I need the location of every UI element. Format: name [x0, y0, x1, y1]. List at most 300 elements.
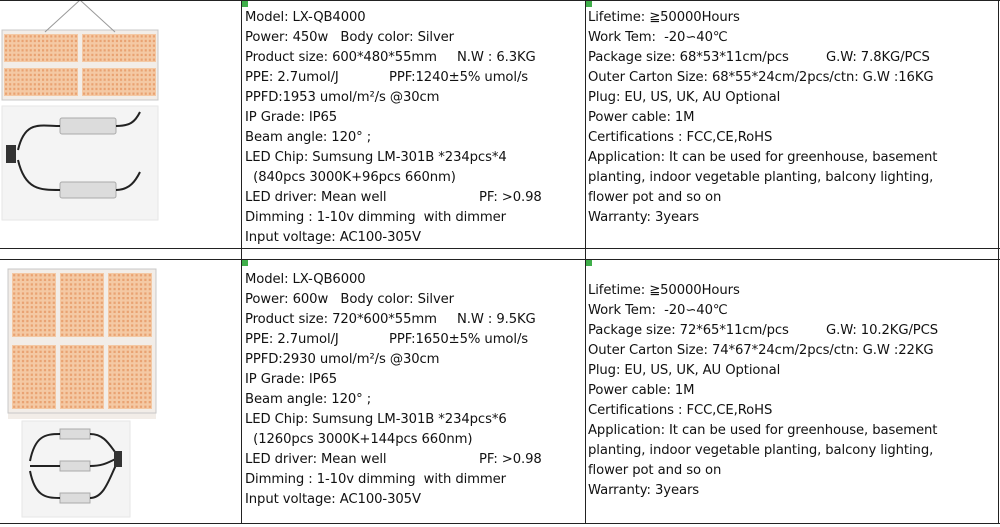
led-chip	[149, 274, 151, 276]
led-chip	[34, 35, 36, 37]
led-chip	[61, 324, 63, 326]
led-chip	[54, 45, 56, 47]
led-chip	[132, 93, 134, 95]
led-chip	[83, 346, 85, 348]
led-chip	[114, 329, 116, 331]
led-chip	[131, 302, 133, 304]
led-chip	[149, 302, 151, 304]
led-chip	[114, 334, 116, 336]
spec-text: PPFD:1953 umol/m²/s @30cm	[245, 90, 440, 105]
led-chip	[40, 360, 42, 362]
led-chip	[54, 79, 56, 81]
led-chip	[70, 306, 72, 308]
led-chip	[70, 369, 72, 371]
led-chip	[48, 288, 50, 290]
led-chip	[34, 49, 36, 51]
led-chip	[95, 74, 97, 76]
led-chip	[88, 329, 90, 331]
led-chip	[46, 83, 48, 85]
led-chip	[66, 306, 68, 308]
led-chip	[137, 35, 139, 37]
spec-value-right: G.W: 7.8KG/PCS	[826, 50, 930, 65]
led-chip	[116, 49, 118, 51]
led-chip	[50, 93, 52, 95]
led-chip	[124, 88, 126, 90]
led-chip	[88, 392, 90, 394]
led-chip	[83, 311, 85, 313]
led-chip	[118, 320, 120, 322]
led-chip	[13, 69, 15, 71]
led-chip	[22, 49, 24, 51]
led-chip	[101, 355, 103, 357]
led-chip	[83, 88, 85, 90]
led-chip	[83, 360, 85, 362]
led-chip	[13, 83, 15, 85]
led-chip	[34, 54, 36, 56]
led-chip	[124, 93, 126, 95]
led-chip	[92, 302, 94, 304]
led-chip	[112, 88, 114, 90]
led-chip	[17, 40, 19, 42]
led-chip	[61, 311, 63, 313]
led-chip	[61, 297, 63, 299]
led-chip	[153, 35, 155, 37]
cell-marker	[242, 260, 248, 266]
led-chip	[137, 45, 139, 47]
led-chip	[75, 69, 77, 71]
led-chip	[26, 88, 28, 90]
led-chip	[109, 374, 111, 376]
led-chip	[153, 40, 155, 42]
led-chip	[26, 392, 28, 394]
led-chip	[92, 311, 94, 313]
spec-line	[588, 28, 996, 48]
led-chip	[9, 49, 11, 51]
led-chip	[101, 364, 103, 366]
led-chip	[83, 274, 85, 276]
led-chip	[96, 351, 98, 353]
led-chip	[118, 346, 120, 348]
led-chip	[122, 351, 124, 353]
led-chip	[46, 69, 48, 71]
led-chip	[140, 274, 142, 276]
led-chip	[13, 45, 15, 47]
table-border	[0, 523, 1000, 524]
led-chip	[13, 329, 15, 331]
led-chip	[35, 383, 37, 385]
led-chip	[131, 279, 133, 281]
led-chip	[66, 364, 68, 366]
led-chip	[31, 406, 33, 408]
spec-text: Dimming : 1-10v dimming with dimmer	[245, 472, 506, 487]
led-chip	[22, 283, 24, 285]
led-chip	[26, 288, 28, 290]
led-chip	[114, 378, 116, 380]
led-chip	[74, 334, 76, 336]
led-chip	[109, 329, 111, 331]
led-chip	[22, 374, 24, 376]
led-chip	[88, 360, 90, 362]
led-chip	[22, 329, 24, 331]
led-chip	[136, 288, 138, 290]
led-chip	[48, 378, 50, 380]
led-chip	[91, 54, 93, 56]
led-chip	[48, 306, 50, 308]
led-chip	[40, 374, 42, 376]
led-chip	[79, 297, 81, 299]
led-chip	[114, 406, 116, 408]
led-chip	[116, 74, 118, 76]
led-chip	[109, 369, 111, 371]
led-chip	[40, 351, 42, 353]
led-chip	[137, 54, 139, 56]
led-chip	[145, 79, 147, 81]
led-chip	[44, 329, 46, 331]
led-chip	[38, 79, 40, 81]
led-chip	[149, 93, 151, 95]
led-chip	[100, 83, 102, 85]
led-chip	[22, 279, 24, 281]
led-chip	[92, 288, 94, 290]
table-border	[0, 259, 1000, 260]
led-chip	[122, 302, 124, 304]
led-chip	[83, 79, 85, 81]
led-chip	[30, 69, 32, 71]
led-chip	[13, 378, 15, 380]
led-chip	[35, 369, 37, 371]
led-chip	[118, 311, 120, 313]
led-chip	[83, 279, 85, 281]
led-chip	[53, 320, 55, 322]
led-chip	[61, 306, 63, 308]
led-chip	[9, 40, 11, 42]
led-chip	[104, 69, 106, 71]
led-chip	[149, 324, 151, 326]
led-chip	[120, 83, 122, 85]
led-chip	[22, 54, 24, 56]
led-chip	[153, 88, 155, 90]
led-chip	[137, 88, 139, 90]
led-chip	[67, 45, 69, 47]
led-chip	[44, 311, 46, 313]
spec-text: PPE: 2.7umol/J	[245, 70, 339, 85]
led-chip	[149, 351, 151, 353]
led-chip	[67, 49, 69, 51]
led-chip	[127, 401, 129, 403]
product-row	[0, 261, 1000, 527]
led-chip	[79, 274, 81, 276]
led-chip	[22, 274, 24, 276]
led-chip	[136, 306, 138, 308]
led-chip	[149, 306, 151, 308]
led-chip	[101, 311, 103, 313]
led-chip	[26, 383, 28, 385]
led-chip	[48, 383, 50, 385]
led-chip	[70, 320, 72, 322]
led-chip	[79, 392, 81, 394]
led-chip	[96, 360, 98, 362]
led-chip	[59, 69, 61, 71]
led-chip	[26, 320, 28, 322]
led-chip	[53, 396, 55, 398]
led-chip	[92, 360, 94, 362]
led-chip	[109, 396, 111, 398]
led-chip	[149, 79, 151, 81]
led-chip	[79, 401, 81, 403]
led-chip	[91, 45, 93, 47]
led-chip	[131, 396, 133, 398]
led-chip	[53, 329, 55, 331]
led-chip	[127, 369, 129, 371]
spec-text: Input voltage: AC100-305V	[245, 230, 421, 245]
led-chip	[122, 320, 124, 322]
led-chip	[101, 320, 103, 322]
led-chip	[92, 297, 94, 299]
led-chip	[132, 45, 134, 47]
led-chip	[13, 364, 15, 366]
led-chip	[131, 315, 133, 317]
led-chip	[31, 374, 33, 376]
led-chip	[26, 311, 28, 313]
led-chip	[79, 302, 81, 304]
led-chip	[13, 360, 15, 362]
led-chip	[50, 45, 52, 47]
led-chip	[35, 374, 37, 376]
led-chip	[18, 396, 20, 398]
led-chip	[120, 45, 122, 47]
led-chip	[75, 45, 77, 47]
led-chip	[17, 45, 19, 47]
led-board	[82, 68, 156, 96]
led-chip	[53, 383, 55, 385]
led-chip	[38, 40, 40, 42]
led-chip	[88, 396, 90, 398]
led-chip	[87, 35, 89, 37]
led-chip	[109, 378, 111, 380]
led-chip	[18, 315, 20, 317]
spec-text: Plug: EU, US, UK, AU Optional	[588, 90, 781, 105]
led-chip	[67, 35, 69, 37]
led-chip	[92, 406, 94, 408]
led-chip	[83, 292, 85, 294]
led-chip	[13, 74, 15, 76]
led-chip	[9, 93, 11, 95]
led-chip	[83, 59, 85, 61]
led-chip	[38, 74, 40, 76]
led-chip	[91, 93, 93, 95]
led-chip	[109, 297, 111, 299]
led-chip	[54, 35, 56, 37]
led-chip	[38, 93, 40, 95]
led-chip	[66, 387, 68, 389]
led-chip	[66, 288, 68, 290]
led-chip	[59, 79, 61, 81]
led-chip	[70, 392, 72, 394]
led-chip	[40, 369, 42, 371]
led-chip	[48, 302, 50, 304]
led-chip	[74, 360, 76, 362]
led-chip	[83, 320, 85, 322]
led-chip	[88, 315, 90, 317]
led-chip	[136, 334, 138, 336]
led-chip	[71, 74, 73, 76]
led-chip	[95, 40, 97, 42]
led-chip	[40, 274, 42, 276]
led-chip	[40, 320, 42, 322]
led-chip	[141, 40, 143, 42]
led-chip	[88, 302, 90, 304]
led-chip	[140, 334, 142, 336]
led-chip	[124, 74, 126, 76]
led-chip	[109, 315, 111, 317]
led-chip	[144, 320, 146, 322]
led-chip	[54, 49, 56, 51]
led-chip	[108, 74, 110, 76]
led-chip	[141, 88, 143, 90]
led-chip	[109, 283, 111, 285]
led-chip	[70, 274, 72, 276]
spec-line	[588, 168, 996, 188]
led-chip	[18, 274, 20, 276]
led-chip	[61, 360, 63, 362]
spec-line	[245, 490, 583, 510]
led-chip	[132, 88, 134, 90]
led-chip	[31, 378, 33, 380]
led-chip	[145, 54, 147, 56]
led-chip	[66, 315, 68, 317]
led-chip	[136, 346, 138, 348]
led-chip	[96, 324, 98, 326]
led-chip	[116, 79, 118, 81]
led-chip	[87, 69, 89, 71]
led-chip	[70, 406, 72, 408]
led-chip	[108, 88, 110, 90]
led-chip	[83, 54, 85, 56]
led-chip	[59, 74, 61, 76]
led-chip	[96, 387, 98, 389]
led-chip	[48, 311, 50, 313]
led-chip	[88, 324, 90, 326]
led-chip	[46, 49, 48, 51]
led-chip	[136, 396, 138, 398]
led-chip	[127, 374, 129, 376]
led-chip	[122, 360, 124, 362]
led-chip	[120, 74, 122, 76]
led-chip	[128, 35, 130, 37]
led-chip	[70, 346, 72, 348]
led-chip	[26, 396, 28, 398]
led-chip	[44, 401, 46, 403]
led-chip	[91, 49, 93, 51]
led-chip	[53, 374, 55, 376]
led-chip	[140, 279, 142, 281]
led-chip	[92, 320, 94, 322]
led-chip	[26, 364, 28, 366]
led-chip	[145, 40, 147, 42]
led-chip	[83, 401, 85, 403]
led-chip	[131, 392, 133, 394]
led-chip	[118, 324, 120, 326]
led-chip	[79, 279, 81, 281]
led-chip	[26, 406, 28, 408]
led-chip	[101, 329, 103, 331]
led-chip	[88, 288, 90, 290]
led-chip	[88, 369, 90, 371]
led-chip	[74, 355, 76, 357]
led-chip	[83, 49, 85, 51]
led-chip	[53, 324, 55, 326]
led-chip	[100, 49, 102, 51]
led-chip	[136, 378, 138, 380]
led-chip	[132, 40, 134, 42]
led-chip	[92, 396, 94, 398]
led-chip	[96, 334, 98, 336]
led-chip	[100, 69, 102, 71]
led-chip	[22, 297, 24, 299]
led-chip	[96, 292, 98, 294]
led-chip	[144, 274, 146, 276]
led-chip	[96, 406, 98, 408]
led-chip	[31, 297, 33, 299]
led-chip	[114, 369, 116, 371]
led-chip	[13, 297, 15, 299]
product-image-cell	[0, 261, 242, 527]
led-chip	[54, 59, 56, 61]
led-chip	[118, 360, 120, 362]
led-chip	[31, 387, 33, 389]
led-chip	[114, 283, 116, 285]
led-chip	[140, 302, 142, 304]
led-chip	[127, 274, 129, 276]
led-chip	[91, 35, 93, 37]
spec-line	[588, 441, 996, 461]
led-chip	[122, 364, 124, 366]
led-chip	[140, 306, 142, 308]
led-chip	[137, 83, 139, 85]
led-chip	[38, 59, 40, 61]
led-board	[12, 273, 56, 337]
led-chip	[122, 274, 124, 276]
led-chip	[31, 279, 33, 281]
led-chip	[109, 364, 111, 366]
led-chip	[149, 49, 151, 51]
spec-text: Warranty: 3years	[588, 210, 700, 225]
led-chip	[13, 288, 15, 290]
led-chip	[149, 283, 151, 285]
led-chip	[109, 355, 111, 357]
led-chip	[96, 279, 98, 281]
table-border	[0, 248, 1000, 249]
led-chip	[153, 45, 155, 47]
led-chip	[131, 288, 133, 290]
led-chip	[91, 40, 93, 42]
led-chip	[50, 79, 52, 81]
spec-line	[245, 350, 583, 370]
led-chip	[122, 346, 124, 348]
led-chip	[109, 401, 111, 403]
led-chip	[79, 406, 81, 408]
led-chip	[63, 49, 65, 51]
led-chip	[108, 35, 110, 37]
led-chip	[149, 406, 151, 408]
led-chip	[104, 59, 106, 61]
led-chip	[74, 383, 76, 385]
led-chip	[79, 360, 81, 362]
led-chip	[128, 88, 130, 90]
led-chip	[61, 387, 63, 389]
led-chip	[74, 364, 76, 366]
led-chip	[145, 93, 147, 95]
